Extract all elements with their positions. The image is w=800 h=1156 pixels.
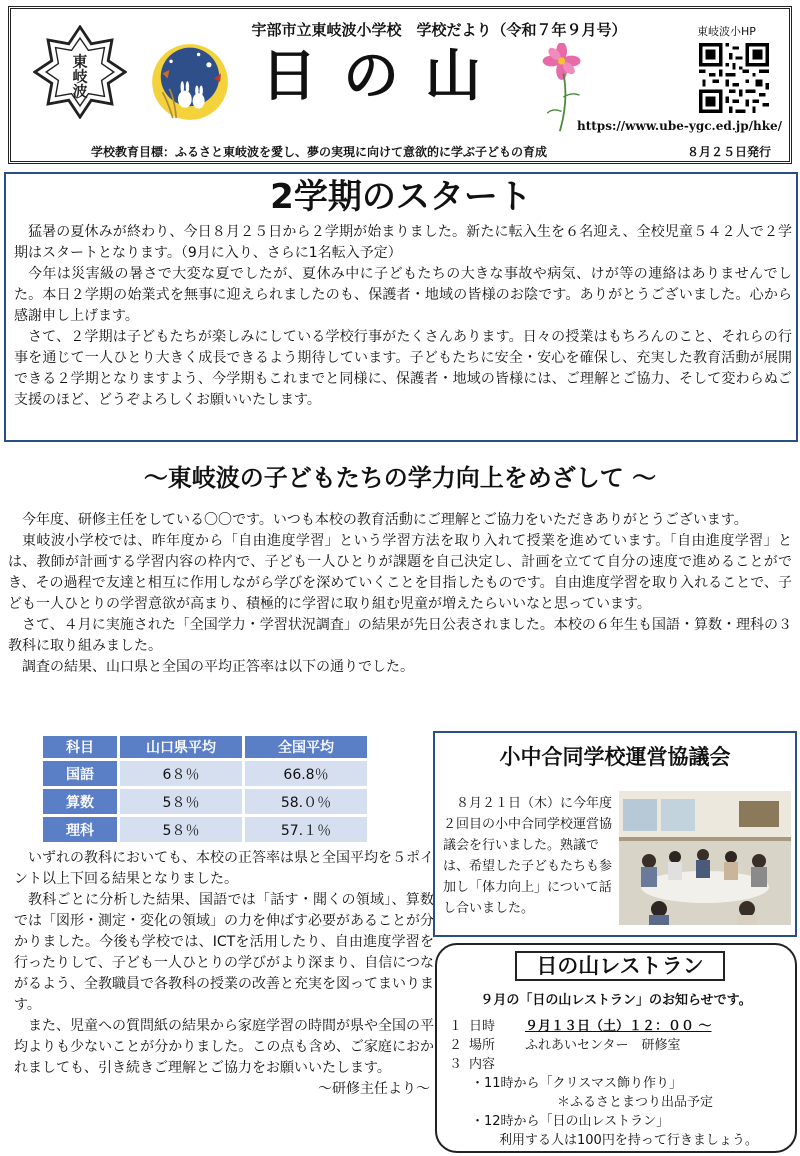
national-average-cell: 66.8％ [245, 761, 367, 786]
restaurant-notice-box [435, 943, 797, 1153]
item-key: 内容 [469, 1057, 496, 1072]
item-number: ３ [449, 1057, 463, 1072]
paragraph: 今年度、研修主任をしている〇〇です。いつも本校の教育活動にご理解とご協力をいただきありがとうございます。 [22, 512, 748, 528]
subject-cell: 理科 [43, 817, 117, 842]
qr-code-icon[interactable] [699, 43, 769, 113]
academic-improvement-body [8, 510, 792, 678]
item-value: ９月１３日（土）１２：００ ～ [525, 1019, 712, 1034]
list-item [449, 1055, 789, 1074]
paragraph: さて、４月に実施された「全国学力・学習状況調査」の結果が先日公表されました。本校の６年生も国語・算数・理科の３教科に取り組みました。 [8, 617, 792, 654]
subject-cell: 国語 [43, 761, 117, 786]
newsletter-title: 日の山 [261, 43, 507, 109]
prefecture-average-cell: 5８％ [120, 817, 242, 842]
column-header: 山口県平均 [120, 736, 242, 758]
national-average-cell: 57.１％ [245, 817, 367, 842]
subject-cell: 算数 [43, 789, 117, 814]
issue-date: ８月２５日発行 [687, 145, 772, 159]
prefecture-average-cell: 6８％ [120, 761, 242, 786]
joint-council-box [433, 731, 797, 937]
paragraph: さて、２学期は子どもたちが楽しみにしている学校行事がたくさんあります。日々の授業はもちろんのこと、それらの行事を通じて一人ひとり大きく成長できるよう期待しています。子どもたちに安全・安心を確保し、充実した教育活動が展開できる２学期となりますよう、今学期もこれまでと同様に、保護者・地域の皆様には、ご理解とご協力、そして変わらぬご支援のほど、どうぞよろしくお願いいたします。 [14, 329, 792, 408]
paragraph: 教科ごとに分析した結果、国語では「話す・聞くの領域」、算数では「図形・測定・変化の領域」の力を伸ばす必要があることが分かりました。今後も学校では、ICTを活用したり、自由進度学習を行ったりして、子ども一人ひとりの学びがより深まり、自信につながるよう、全教職員で各教科の授業の改善と充実を図ってまいります。 [14, 892, 434, 1013]
svg-text:波: 波 [72, 82, 88, 101]
paragraph: 猛暑の夏休みが終わり、今日８月２５日から２学期が始まりました。新たに転入生を６名迎え、全校児童５４２人で２学期はスタートとなります。（9月に入り、さらに1名転入予定） [14, 224, 792, 261]
school-url-link[interactable]: https://www.ube-ygc.ed.jp/hke/ [577, 119, 783, 133]
meeting-photo [619, 791, 791, 925]
national-average-cell: 58.０％ [245, 789, 367, 814]
box-title: 日の山レストラン [515, 951, 725, 981]
score-table [40, 733, 370, 845]
second-term-start-section [4, 172, 798, 442]
detail-line: ・12時から「日の山レストラン」 [471, 1114, 670, 1129]
prefecture-average-cell: 5８％ [120, 789, 242, 814]
hp-label: 東岐波小HP [697, 25, 756, 38]
column-header: 全国平均 [245, 736, 367, 758]
table-row [43, 789, 367, 814]
academic-improvement-title: ～東岐波の子どもたちの学力向上をめざして ～ [143, 464, 657, 492]
section-title: 2学期のスタート [270, 177, 532, 217]
box-title: 小中合同学校運営協議会 [499, 745, 731, 769]
svg-text:岐: 岐 [72, 67, 88, 86]
detail-line: ＊ふるさとまつり出品予定 [557, 1095, 714, 1110]
box-text: ８月２１日（木）に今年度２回目の小中合同学校運営協議会を行いました。熟議では、希望した子どもたちも参加し「体力向上」について話し合いました。 [443, 796, 613, 916]
table-header-row [43, 736, 367, 758]
list-item [449, 1017, 789, 1036]
education-goal: 学校教育目標：ふるさと東岐波を愛し、夢の実現に向けて意欲的に学ぶ子どもの育成 [91, 145, 548, 159]
notice-details [449, 1017, 789, 1150]
svg-text:東: 東 [72, 52, 88, 71]
item-value: ふれあいセンター 研修室 [525, 1038, 681, 1053]
paragraph: 東岐波小学校では、昨年度から「自由進度学習」という学習方法を取り入れて授業を進めています。「自由進度学習」とは、教師が計画する学習内容の枠内で、子ども一人ひとりが課題を自己決定し、計画を立てて自分の速度で進めることができ、その過程で友達と相互に作用しながら学びを深めていくことを目指したものです。自由進度学習を取り入れることで、子ども一人ひとりの学習意欲が高まり、積極的に学習に取り組む児童が増えたらいいなと思っています。 [8, 533, 792, 612]
item-key: 場所 [469, 1038, 496, 1053]
item-number: １ [449, 1019, 463, 1034]
newsletter-header [8, 6, 792, 164]
table-row [43, 817, 367, 842]
paragraph: いずれの教科においても、本校の正答率は県と全国平均を５ポイント以上下回る結果となりました。 [14, 850, 434, 887]
item-number: ２ [449, 1038, 463, 1053]
school-emblem-icon [33, 25, 127, 119]
paragraph: また、児童への質問紙の結果から家庭学習の時間が県や全国の平均よりも少ないことが分かりました。この点も含め、ご家庭におかれましても、引き続きご理解とご協力をお願いいたします。 [14, 1018, 434, 1076]
list-item [449, 1036, 789, 1055]
section-body [14, 222, 792, 411]
signature: ～研修主任より～ [318, 1081, 430, 1097]
notice-intro: ９月の「日の山レストラン」のお知らせです。 [480, 993, 752, 1008]
school-name-line: 宇部市立東岐波小学校 学校だより（令和７年９月号） [251, 21, 627, 39]
item-key: 日時 [469, 1019, 496, 1034]
table-row [43, 761, 367, 786]
detail-line: ・11時から「クリスマス飾り作り」 [471, 1076, 683, 1091]
detail-line: 利用する人は100円を持って行きましょう。 [499, 1133, 758, 1148]
analysis-column [14, 848, 434, 1100]
moon-viewing-illustration [147, 39, 233, 125]
paragraph: 調査の結果、山口県と全国の平均正答率は以下の通りでした。 [22, 659, 414, 675]
paragraph: 今年は災害級の暑さで大変な夏でしたが、夏休み中に子どもたちの大きな事故や病気、けが等の連絡はありませんでした。本日２学期の始業式を無事に迎えられましたのも、保護者・地域の皆様のお陰です。ありがとうございました。心から感謝申し上げます。 [14, 266, 792, 324]
column-header: 科目 [43, 736, 117, 758]
